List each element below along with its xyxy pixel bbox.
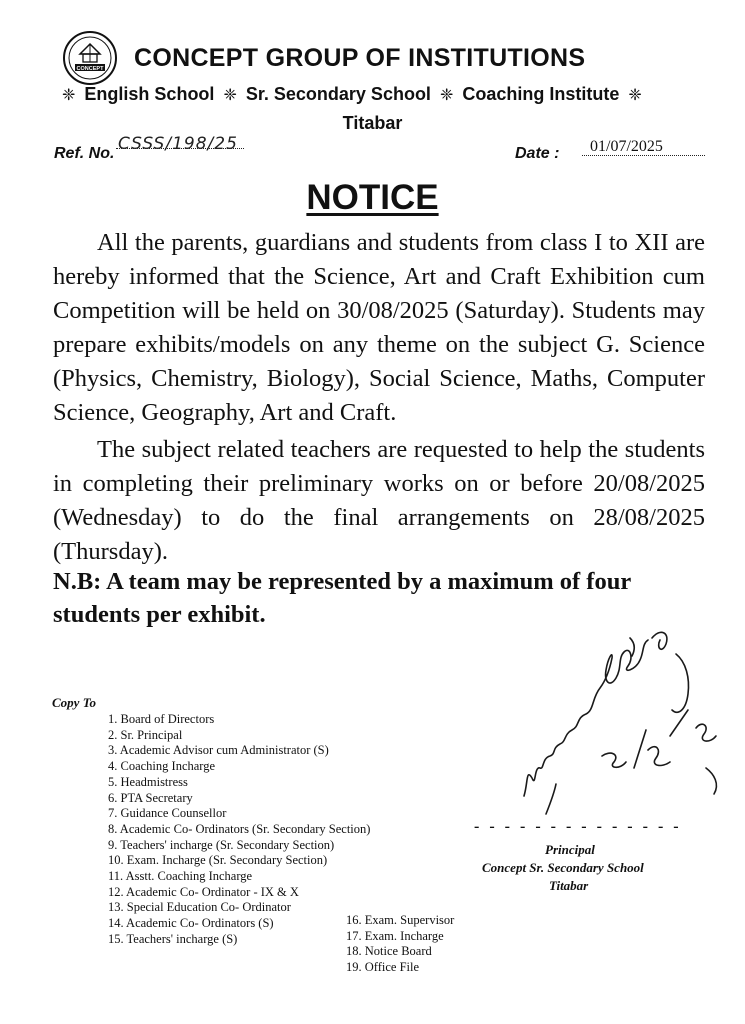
signatory-organization: Concept Sr. Secondary School bbox=[482, 860, 644, 875]
copy-to-item: 11. Asstt. Coaching Incharge bbox=[108, 869, 253, 884]
notice-paragraph-2: The subject related teachers are requested to help the students in completing their preliminary works on or before 20/08/2025 (Wednesday) to do the final arrangements on 28/08/2025 (Thursday). bbox=[53, 436, 705, 565]
copy-to-item: 17. Exam. Incharge bbox=[346, 928, 444, 943]
ref-number: CSSS/198/25 bbox=[118, 134, 238, 154]
copy-to-item: 3. Academic Advisor cum Administrator (S) bbox=[108, 743, 329, 758]
unit-english-school: English School bbox=[84, 84, 215, 104]
copy-to-item: 5. Headmistress bbox=[108, 774, 188, 789]
logo-text: CONCEPT bbox=[76, 66, 104, 72]
principal-signature bbox=[510, 618, 730, 818]
copy-to-item: 16. Exam. Supervisor bbox=[346, 913, 455, 927]
ref-dotted-line bbox=[116, 148, 244, 149]
date-value: 01/07/2025 bbox=[590, 138, 663, 155]
signatory-location: Titabar bbox=[549, 878, 589, 893]
asterisk-icon: ❈ bbox=[62, 87, 76, 104]
copy-to-item: 7. Guidance Counsellor bbox=[108, 806, 227, 821]
unit-sr-secondary-school: Sr. Secondary School bbox=[245, 84, 431, 104]
ref-label: Ref. No. bbox=[54, 145, 115, 162]
copy-to-item: 9. Teachers' incharge (Sr. Secondary Section) bbox=[108, 837, 335, 852]
notice-paragraph-1: All the parents, guardians and students from class I to XII are hereby informed that the Science, Art and Craft Exhibition cum Competition will be held on 30/08/2025 (Saturday). Students may prepare exhibits/models on any theme on the subject G. Science (Physics, Chemistry, Biology), Social Science, Maths, Computer Science, Geography, Art and Craft. bbox=[53, 229, 705, 426]
copy-to-item: 18. Notice Board bbox=[346, 944, 432, 959]
copy-to-item: 14. Academic Co- Ordinators (S) bbox=[108, 916, 274, 931]
copy-to-item: 15. Teachers' incharge (S) bbox=[108, 931, 238, 946]
institution-logo bbox=[62, 30, 118, 86]
copy-to-list-2 bbox=[346, 913, 454, 976]
copy-to-item: 1. Board of Directors bbox=[108, 712, 215, 726]
notice-nb: N.B: A team may be represented by a maximum of four students per exhibit. bbox=[53, 568, 631, 628]
notice-title: NOTICE bbox=[306, 178, 439, 217]
date-label: Date : bbox=[515, 145, 560, 162]
copy-to-item: 19. Office File bbox=[346, 960, 420, 975]
unit-coaching-institute: Coaching Institute bbox=[462, 84, 620, 104]
signature-line: - - - - - - - - - - - - - - bbox=[474, 818, 682, 835]
asterisk-icon: ❈ bbox=[628, 87, 642, 104]
asterisk-icon: ❈ bbox=[223, 87, 237, 104]
copy-to-item: 12. Academic Co- Ordinator - IX & X bbox=[108, 884, 299, 899]
institution-name: CONCEPT GROUP OF INSTITUTIONS bbox=[134, 44, 586, 72]
copy-to-label: Copy To bbox=[52, 695, 96, 710]
copy-to-item: 13. Special Education Co- Ordinator bbox=[108, 900, 291, 915]
signatory-title: Principal bbox=[545, 842, 595, 857]
copy-to-item: 6. PTA Secretary bbox=[108, 790, 193, 805]
copy-to-list-1 bbox=[108, 712, 370, 948]
copy-to-item: 10. Exam. Incharge (Sr. Secondary Section) bbox=[108, 853, 328, 868]
date-dotted-line bbox=[582, 155, 705, 156]
copy-to-item: 4. Coaching Incharge bbox=[108, 759, 216, 774]
asterisk-icon: ❈ bbox=[439, 87, 454, 104]
copy-to-item: 2. Sr. Principal bbox=[108, 727, 183, 742]
institution-location: Titabar bbox=[342, 113, 403, 133]
copy-to-item: 8. Academic Co- Ordinators (Sr. Secondary Section) bbox=[108, 821, 371, 836]
institution-units bbox=[58, 84, 646, 105]
